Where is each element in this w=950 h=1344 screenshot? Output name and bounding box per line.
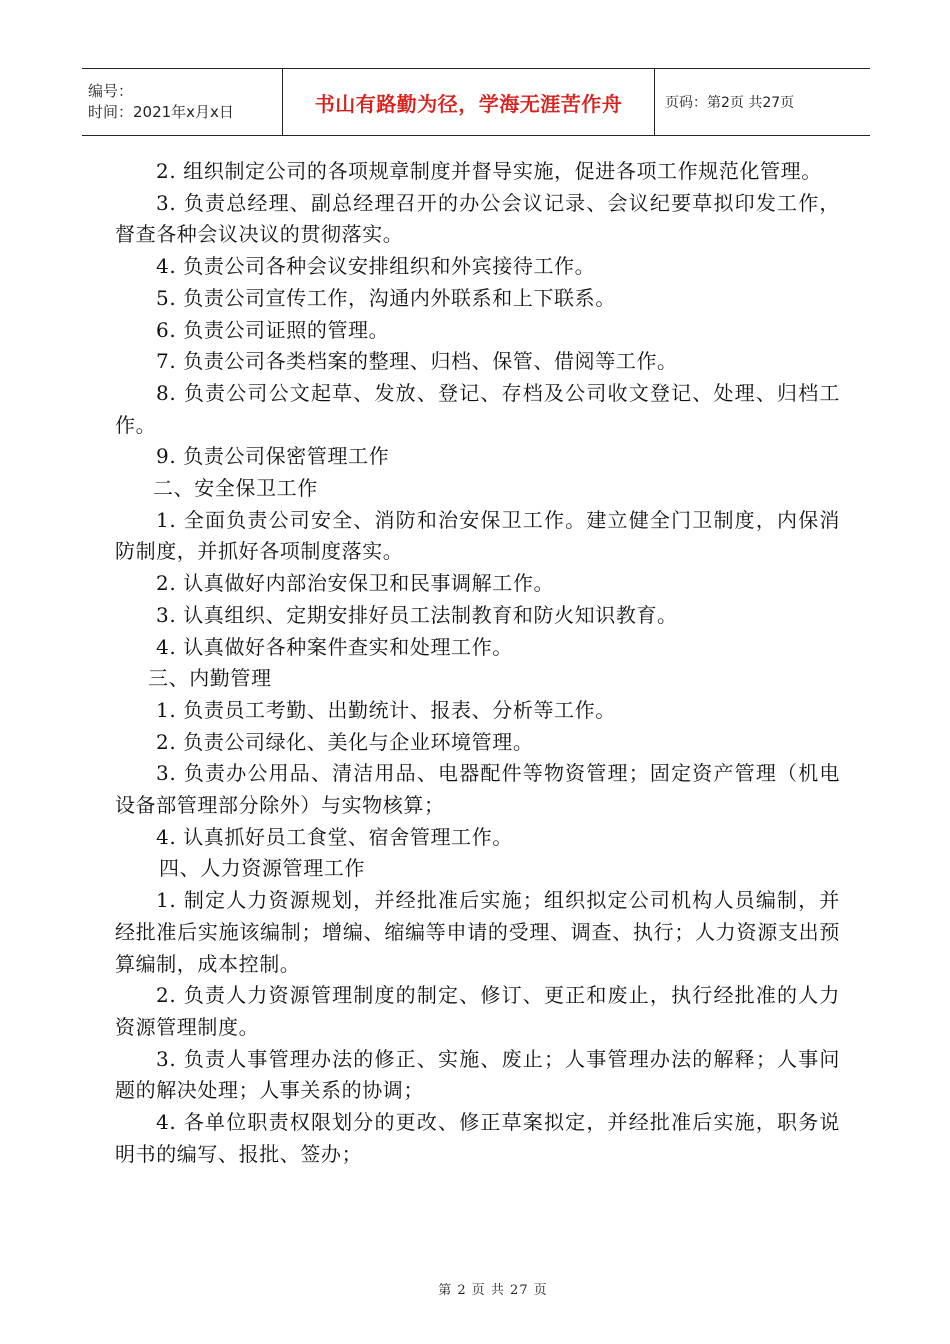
list-item: 4. 各单位职责权限划分的更改、修正草案拟定，并经批准后实施，职务说明书的编写、报批、签办； <box>115 1110 840 1166</box>
list-item: 6. 负责公司证照的管理。 <box>156 317 390 342</box>
list-item: 1. 全面负责公司安全、消防和治安保卫工作。建立健全门卫制度，内保消防制度，并抓好各项制度落实。 <box>115 507 840 564</box>
section-heading: 四、人力资源管理工作 <box>159 856 365 881</box>
page-info-text: 页码：第2页 共27页 <box>665 95 795 111</box>
list-item: 3. 负责办公用品、清洁用品、电器配件等物资管理；固定资产管理（机电设备部管理部分除外）与实物核算； <box>115 761 840 818</box>
list-item: 9. 负责公司保密管理工作 <box>156 444 390 469</box>
list-item: 5. 负责公司宣传工作，沟通内外联系和上下联系。 <box>156 285 616 310</box>
list-item: 2. 认真做好内部治安保卫和民事调解工作。 <box>156 571 555 596</box>
list-item: 3. 认真组织、定期安排好员工法制教育和防火知识教育。 <box>156 602 678 627</box>
document-number-label: 编号： <box>88 82 134 100</box>
header-meta <box>82 69 282 135</box>
list-item: 4. 负责公司各种会议安排组织和外宾接待工作。 <box>156 254 596 279</box>
header-motto <box>282 69 655 135</box>
list-item: 2. 负责人力资源管理制度的制定、修订、更正和废止，执行经批准的人力资源管理制度。 <box>115 983 840 1039</box>
document-body <box>115 156 840 1171</box>
section-heading: 二、安全保卫工作 <box>153 476 318 501</box>
document-date: 时间：2021年x月x日 <box>88 103 234 121</box>
list-item: 2. 负责公司绿化、美化与企业环境管理。 <box>156 729 534 754</box>
list-item: 3. 负责人事管理办法的修正、实施、废止；人事管理办法的解释；人事问题的解决处理；人事关系的协调； <box>115 1046 840 1103</box>
section-heading: 三、内勤管理 <box>148 666 272 691</box>
list-item: 7. 负责公司各类档案的整理、归档、保管、借阅等工作。 <box>156 349 678 374</box>
footer-page-number: 第 2 页 共 27 页 <box>438 1283 548 1298</box>
list-item: 1. 制定人力资源规划，并经批准后实施；组织拟定公司机构人员编制，并经批准后实施该编制；增编、缩编等申请的受理、调查、执行；人力资源支出预算编制，成本控制。 <box>115 888 840 976</box>
list-item: 8. 负责公司公文起草、发放、登记、存档及公司收文登记、处理、归档工作。 <box>115 380 840 437</box>
page-header <box>82 68 870 136</box>
header-page-info <box>655 69 870 135</box>
list-item: 3. 负责总经理、副总经理召开的办公会议记录、会议纪要草拟印发工作，督查各种会议决议的贯彻落实。 <box>115 190 840 247</box>
list-item: 4. 认真做好各种案件查实和处理工作。 <box>156 634 513 659</box>
list-item: 2. 组织制定公司的各项规章制度并督导实施，促进各项工作规范化管理。 <box>156 159 822 183</box>
list-item: 1. 负责员工考勤、出勤统计、报表、分析等工作。 <box>156 697 616 722</box>
list-item: 4. 认真抓好员工食堂、宿舍管理工作。 <box>156 824 513 849</box>
motto-text: 书山有路勤为径，学海无涯苦作舟 <box>314 91 623 116</box>
page-footer <box>0 1279 950 1298</box>
